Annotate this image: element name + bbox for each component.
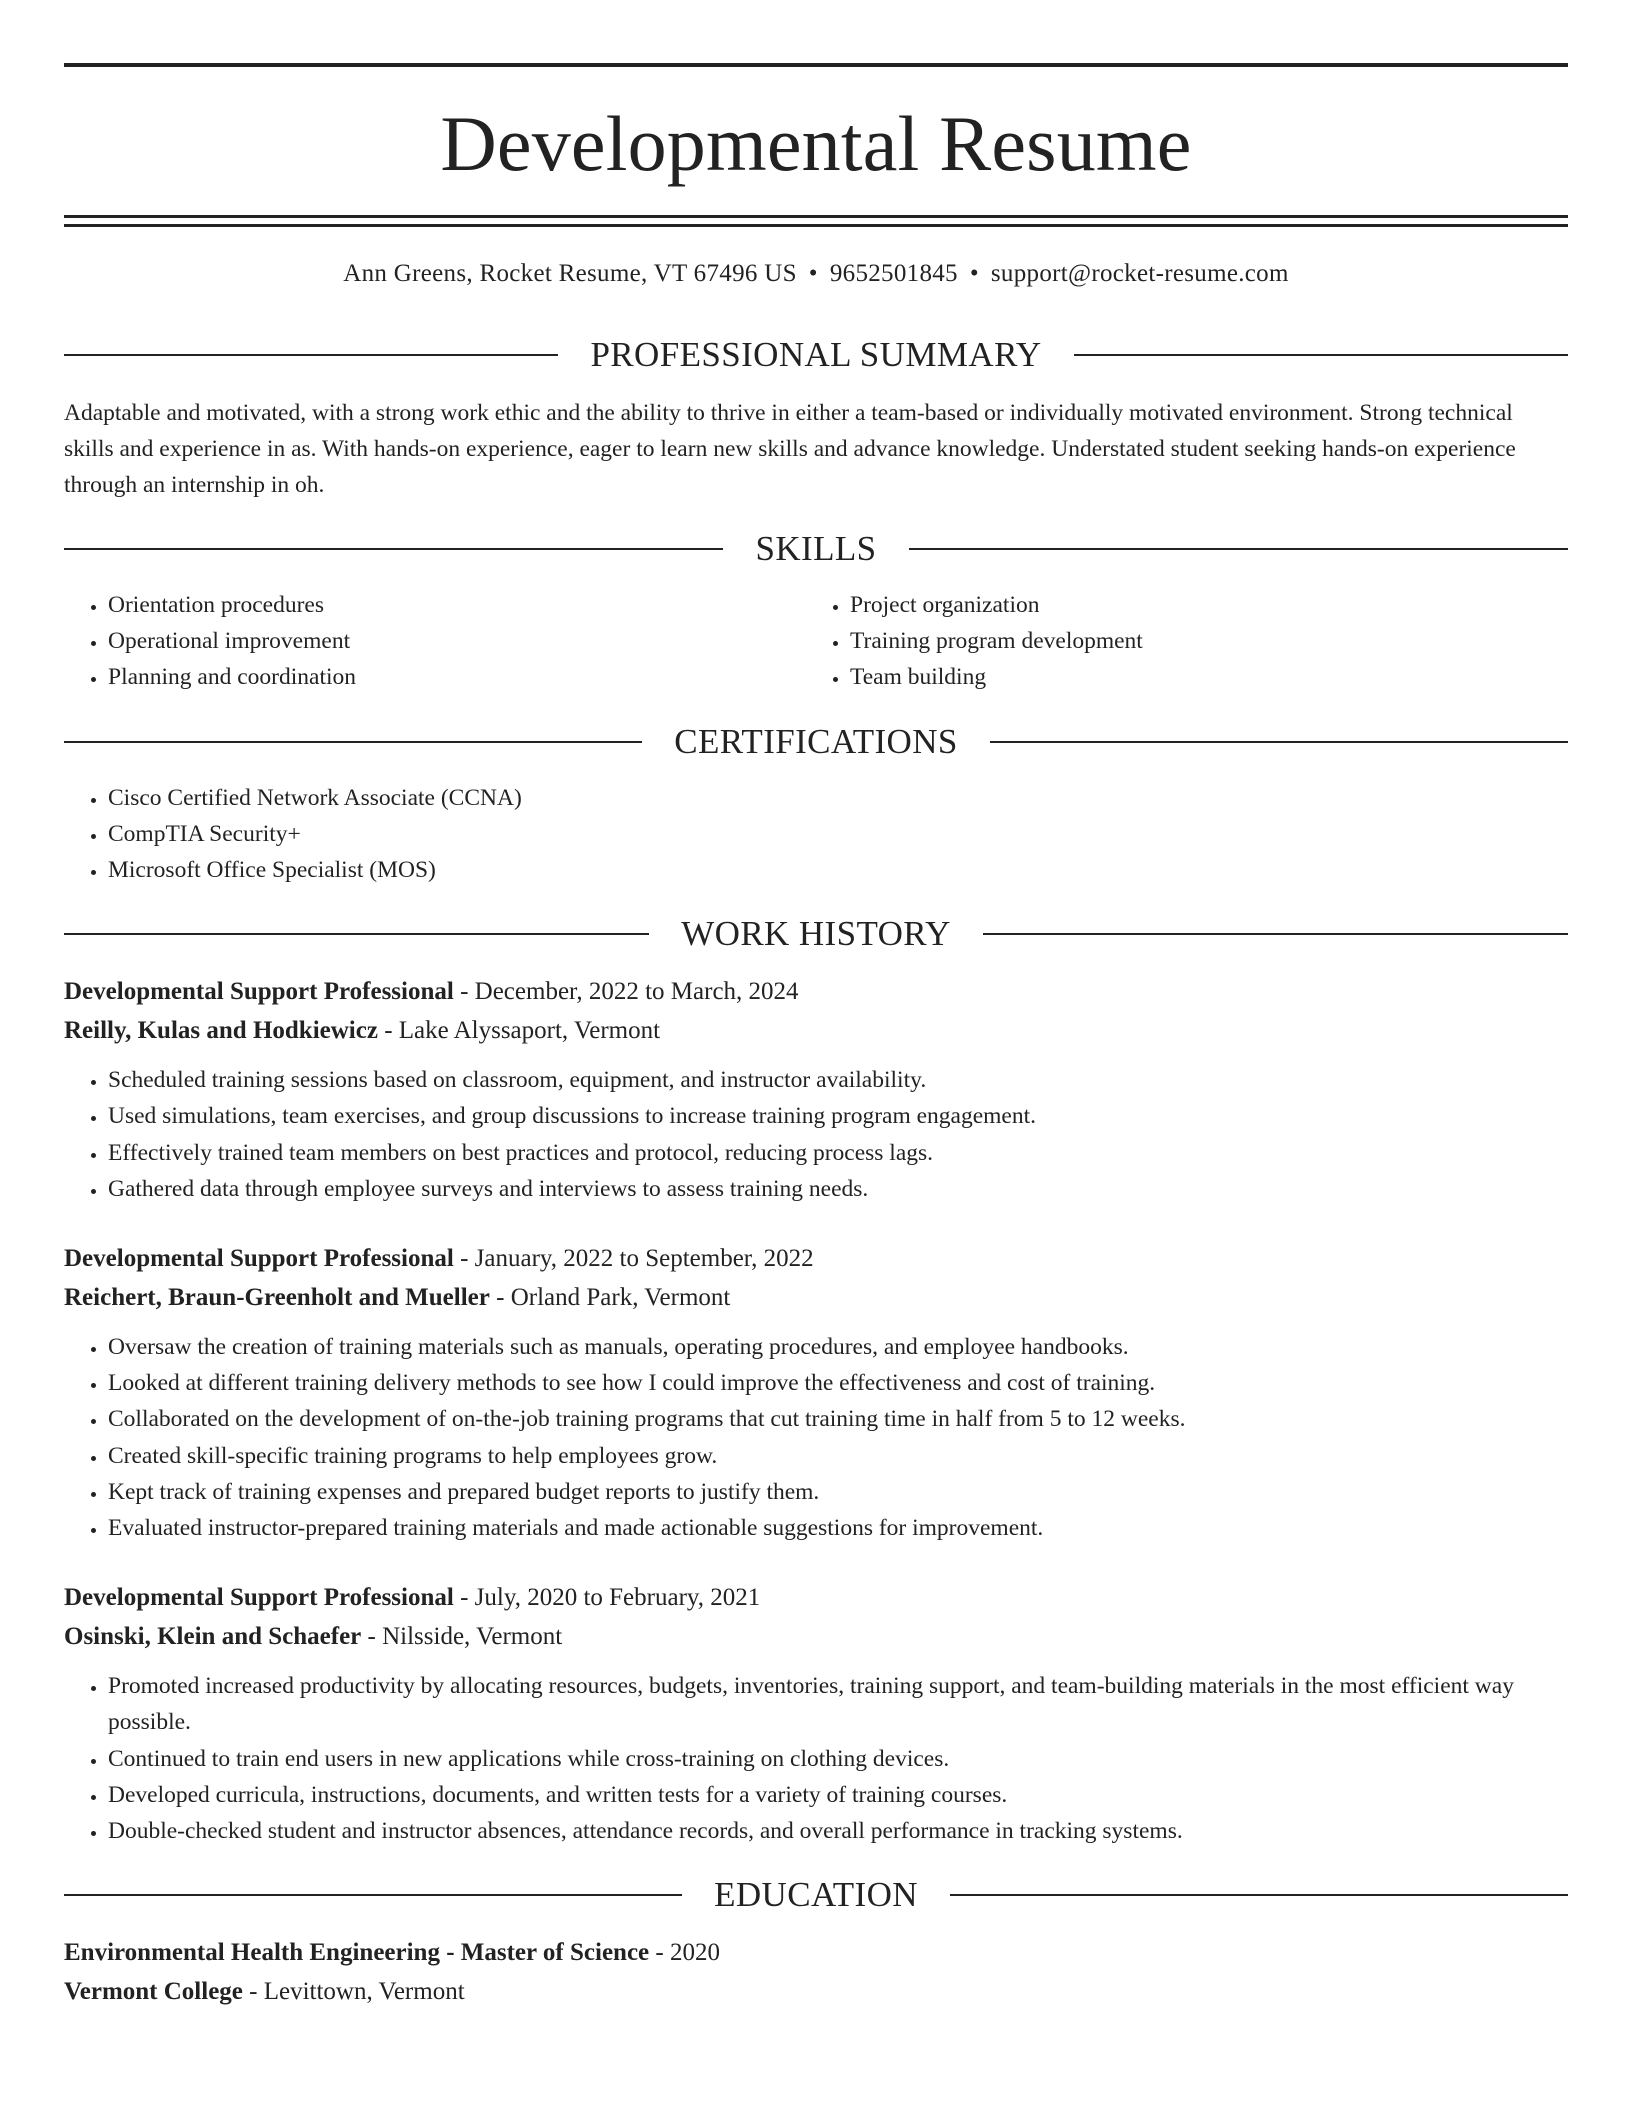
contact-separator: • xyxy=(969,260,979,287)
contact-separator: • xyxy=(808,260,818,287)
skill-item: • Team building xyxy=(850,659,1548,695)
job-bullet: • Promoted increased productivity by allocating resources, budgets, inventories, training support, and team-building materials in the most efficient way possible. xyxy=(108,1668,1568,1740)
job-bullet: • Developed curricula, instructions, documents, and written tests for a variety of training courses. xyxy=(108,1777,1568,1813)
job-title: Developmental Support Professional xyxy=(64,1245,454,1273)
job-company-line xyxy=(64,1617,1568,1656)
education-school: Vermont College xyxy=(64,1978,243,2006)
job-company-line xyxy=(64,1278,1568,1317)
job-bullet: • Kept track of training expenses and prepared budget reports to justify them. xyxy=(108,1474,1568,1510)
job-location: - Orland Park, Vermont xyxy=(489,1284,731,1312)
job-title: Developmental Support Professional xyxy=(64,1584,454,1612)
job-title-line xyxy=(64,1578,1568,1617)
contact-phone: 9652501845 xyxy=(829,260,958,287)
education-degree: Environmental Health Engineering - Master of Science xyxy=(64,1939,650,1967)
job-location: - Nilsside, Vermont xyxy=(361,1623,563,1651)
job-entry xyxy=(64,972,1568,1207)
job-entry xyxy=(64,1239,1568,1546)
heading-rule xyxy=(64,741,642,743)
job-bullet: • Continued to train end users in new applications while cross-training on clothing devices. xyxy=(108,1741,1568,1777)
job-bullet: • Evaluated instructor-prepared training materials and made actionable suggestions for improvement. xyxy=(108,1510,1568,1546)
education-degree-line xyxy=(64,1933,1568,1972)
heading-rule xyxy=(950,1894,1568,1896)
job-bullet: • Scheduled training sessions based on classroom, equipment, and instructor availability. xyxy=(108,1062,1568,1098)
section-heading-summary xyxy=(64,335,1568,375)
section-heading-skills xyxy=(64,529,1568,569)
heading-rule xyxy=(64,354,558,356)
section-title: EDUCATION xyxy=(714,1875,918,1915)
job-company: Reilly, Kulas and Hodkiewicz xyxy=(64,1017,378,1045)
contact-email: support@rocket-resume.com xyxy=(990,260,1289,287)
section-title: WORK HISTORY xyxy=(681,914,951,954)
job-title: Developmental Support Professional xyxy=(64,978,454,1006)
job-dates: - January, 2022 to September, 2022 xyxy=(453,1245,814,1273)
heading-rule xyxy=(983,933,1568,935)
education-school-line xyxy=(64,1972,1568,2011)
heading-rule xyxy=(909,548,1568,550)
job-dates: - December, 2022 to March, 2024 xyxy=(453,978,799,1006)
job-bullets xyxy=(64,1329,1568,1546)
certification-item: • Microsoft Office Specialist (MOS) xyxy=(108,852,1568,888)
heading-rule xyxy=(990,741,1568,743)
contact-address: Ann Greens, Rocket Resume, VT 67496 US xyxy=(343,260,797,287)
skill-item: • Training program development xyxy=(850,623,1548,659)
contact-line xyxy=(64,257,1568,291)
job-bullet: • Oversaw the creation of training materials such as manuals, operating procedures, and employee handbooks. xyxy=(108,1329,1568,1365)
job-company: Reichert, Braun-Greenholt and Mueller xyxy=(64,1284,490,1312)
skills-column-right xyxy=(806,587,1548,696)
certification-item: • CompTIA Security+ xyxy=(108,816,1568,852)
section-title: PROFESSIONAL SUMMARY xyxy=(590,335,1042,374)
certification-item: • Cisco Certified Network Associate (CCNA) xyxy=(108,780,1568,816)
heading-rule xyxy=(64,933,649,935)
section-heading-education xyxy=(64,1875,1568,1915)
job-bullets xyxy=(64,1062,1568,1207)
job-entry xyxy=(64,1578,1568,1849)
summary-text: Adaptable and motivated, with a strong work ethic and the ability to thrive in either a team-based or individually motivated environment. Strong technical skills and experience in as. With hands-on experience, eager to learn new skills and advance knowledge. Understated student seeking hands-on experience through an internship in oh. xyxy=(64,400,1516,498)
education-location: - Levittown, Vermont xyxy=(242,1978,465,2006)
job-bullet: • Looked at different training delivery methods to see how I could improve the effectiveness and cost of training. xyxy=(108,1365,1568,1401)
resume-title: Developmental Resume xyxy=(440,100,1192,187)
job-bullet: • Used simulations, team exercises, and group discussions to increase training program engagement. xyxy=(108,1098,1568,1134)
job-title-line xyxy=(64,1239,1568,1278)
section-heading-work-history xyxy=(64,914,1568,954)
job-location: - Lake Alyssaport, Vermont xyxy=(377,1017,661,1045)
job-bullet: • Effectively trained team members on best practices and protocol, reducing process lags. xyxy=(108,1135,1568,1171)
job-bullet: • Gathered data through employee surveys and interviews to assess training needs. xyxy=(108,1171,1568,1207)
job-bullets xyxy=(64,1668,1568,1849)
skills-list xyxy=(64,587,1568,696)
job-bullet: • Double-checked student and instructor absences, attendance records, and overall performance in tracking systems. xyxy=(108,1813,1568,1849)
heading-rule xyxy=(1074,354,1568,356)
heading-rule xyxy=(64,1894,682,1896)
job-dates: - July, 2020 to February, 2021 xyxy=(453,1584,761,1612)
job-title-line xyxy=(64,972,1568,1011)
heading-rule xyxy=(64,548,723,550)
top-rule xyxy=(64,63,1568,67)
job-bullet: • Collaborated on the development of on-the-job training programs that cut training time in half from 5 to 12 weeks. xyxy=(108,1401,1568,1437)
skill-item: • Planning and coordination xyxy=(108,659,806,695)
section-title: SKILLS xyxy=(755,529,877,568)
job-company: Osinski, Klein and Schaefer xyxy=(64,1623,362,1651)
job-company-line xyxy=(64,1011,1568,1050)
skill-item: • Orientation procedures xyxy=(108,587,806,623)
title-double-rule xyxy=(64,215,1568,227)
education-entry xyxy=(64,1933,1568,2011)
skill-item: • Project organization xyxy=(850,587,1548,623)
job-bullet: • Created skill-specific training programs to help employees grow. xyxy=(108,1438,1568,1474)
section-title: CERTIFICATIONS xyxy=(674,721,958,761)
skills-column-left xyxy=(64,587,806,696)
section-heading-certifications xyxy=(64,722,1568,762)
certifications-list xyxy=(64,780,1568,889)
education-year: - 2020 xyxy=(649,1939,720,1967)
skill-item: • Operational improvement xyxy=(108,623,806,659)
